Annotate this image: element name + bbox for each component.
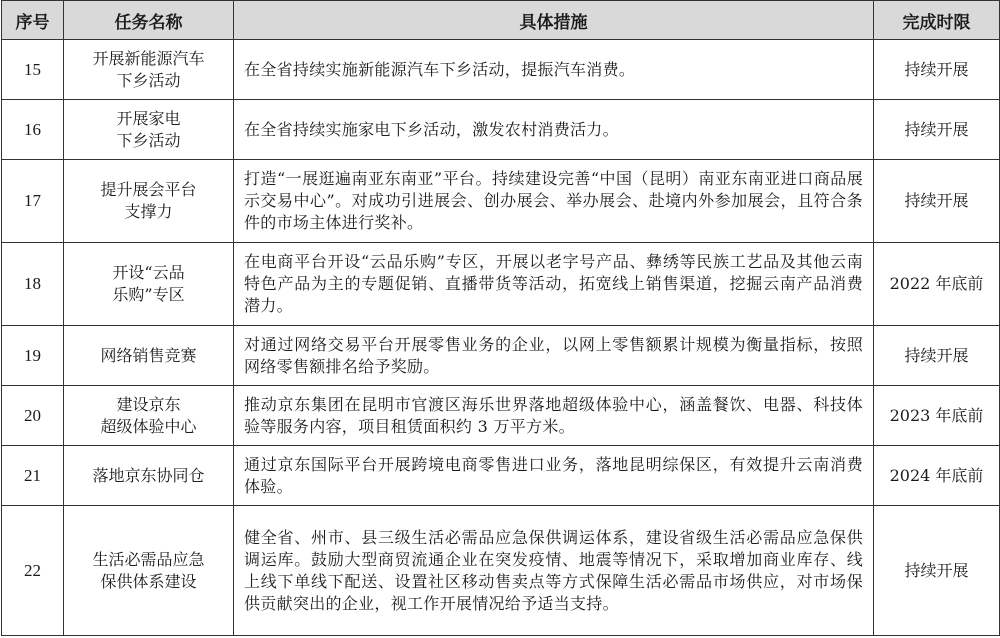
row-no: 20	[2, 386, 64, 446]
row-measure: 打造“一展逛遍南亚东南亚”平台。持续建设完善“中国（昆明）南亚东南亚进口商品展示交易中心”。对成功引进展会、创办展会、举办展会、赴境内外参加展会，且符合条件的市场主体进行奖补。	[234, 160, 874, 243]
table-row	[2, 40, 1000, 100]
row-measure: 在全省持续实施家电下乡活动，激发农村消费活力。	[234, 100, 874, 160]
row-measure: 健全省、州市、县三级生活必需品应急保供调运体系，建设省级生活必需品应急保供调运库。鼓励大型商贸流通企业在突发疫情、地震等情况下，采取增加商业库存、线上线下单线下配送、设置社区移动售卖点等方式保障生活必需品市场供应，对市场保供贡献突出的企业，视工作开展情况给予适当支持。	[234, 506, 874, 636]
measures-table	[1, 0, 1000, 636]
row-task: 生活必需品应急 保供体系建设	[64, 506, 234, 636]
row-deadline: 2022 年底前	[874, 243, 1000, 326]
row-no: 21	[2, 446, 64, 506]
header-measure: 具体措施	[234, 1, 874, 40]
row-task: 提升展会平台 支撑力	[64, 160, 234, 243]
row-deadline: 持续开展	[874, 506, 1000, 636]
header-deadline: 完成时限	[874, 1, 1000, 40]
table-row	[2, 243, 1000, 326]
row-deadline: 持续开展	[874, 40, 1000, 100]
row-task: 开设“云品 乐购”专区	[64, 243, 234, 326]
row-deadline: 2023 年底前	[874, 386, 1000, 446]
row-no: 22	[2, 506, 64, 636]
header-no: 序号	[2, 1, 64, 40]
row-measure: 推动京东集团在昆明市官渡区海乐世界落地超级体验中心，涵盖餐饮、电器、科技体验等服务内容，项目租赁面积约 3 万平方米。	[234, 386, 874, 446]
header-row	[2, 1, 1000, 40]
table-row	[2, 386, 1000, 446]
row-no: 19	[2, 326, 64, 386]
row-no: 17	[2, 160, 64, 243]
table-row	[2, 506, 1000, 636]
table-row	[2, 446, 1000, 506]
table-row	[2, 326, 1000, 386]
row-deadline: 持续开展	[874, 100, 1000, 160]
row-measure: 通过京东国际平台开展跨境电商零售进口业务，落地昆明综保区，有效提升云南消费体验。	[234, 446, 874, 506]
row-no: 15	[2, 40, 64, 100]
row-task: 建设京东 超级体验中心	[64, 386, 234, 446]
row-task: 网络销售竞赛	[64, 326, 234, 386]
header-task: 任务名称	[64, 1, 234, 40]
row-deadline: 持续开展	[874, 326, 1000, 386]
row-task: 落地京东协同仓	[64, 446, 234, 506]
row-measure: 在全省持续实施新能源汽车下乡活动，提振汽车消费。	[234, 40, 874, 100]
row-task: 开展家电 下乡活动	[64, 100, 234, 160]
row-deadline: 持续开展	[874, 160, 1000, 243]
row-task: 开展新能源汽车 下乡活动	[64, 40, 234, 100]
row-deadline: 2024 年底前	[874, 446, 1000, 506]
table-row	[2, 160, 1000, 243]
row-measure: 对通过网络交易平台开展零售业务的企业，以网上零售额累计规模为衡量指标，按照网络零售额排名给予奖励。	[234, 326, 874, 386]
row-no: 16	[2, 100, 64, 160]
row-measure: 在电商平台开设“云品乐购”专区，开展以老字号产品、彝绣等民族工艺品及其他云南特色产品为主的专题促销、直播带货等活动，拓宽线上销售渠道，挖掘云南产品消费潜力。	[234, 243, 874, 326]
row-no: 18	[2, 243, 64, 326]
table-row	[2, 100, 1000, 160]
